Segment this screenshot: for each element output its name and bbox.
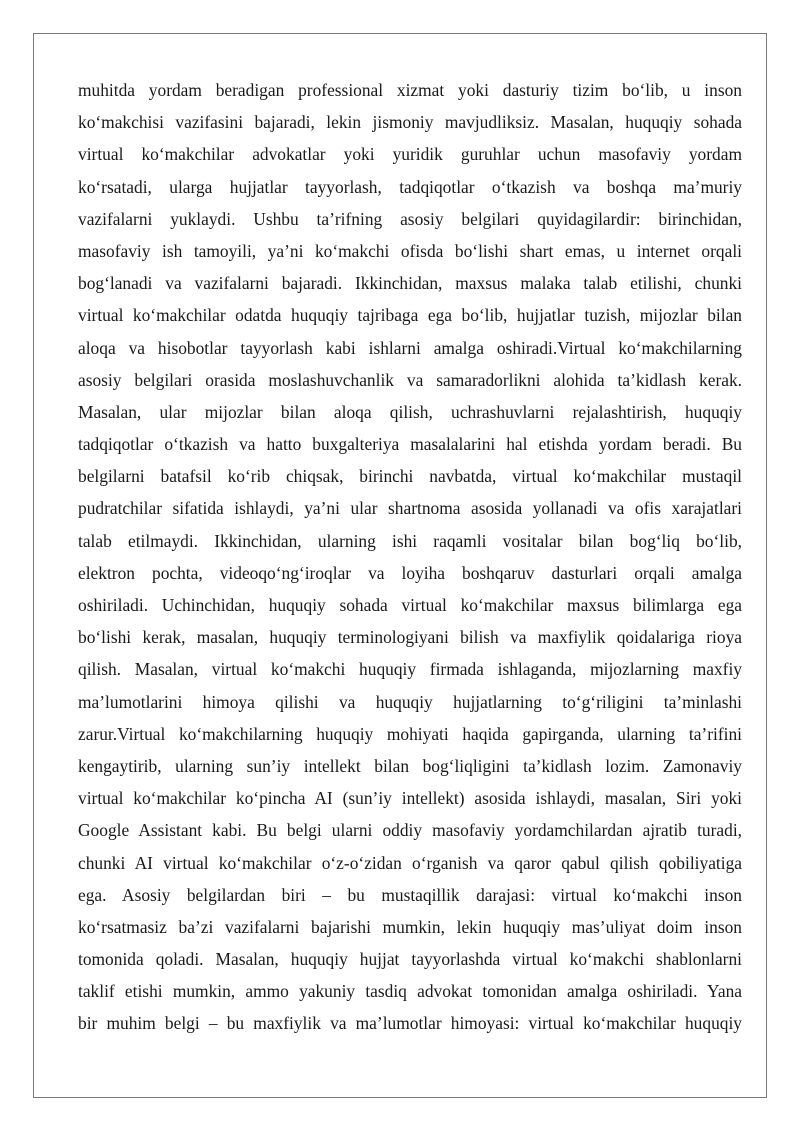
text-line: ega. Asosiy belgilardan biri – bu mustaqillik darajasi: virtual ko‘makchi inson	[78, 884, 742, 905]
text-line: qilish. Masalan, virtual ko‘makchi huquqiy firmada ishlaganda, mijozlarning maxfiy	[78, 659, 742, 680]
text-line: elektron pochta, videoqo‘ng‘iroqlar va loyiha boshqaruv dasturlari orqali amalga	[78, 562, 742, 583]
text-line: chunki AI virtual ko‘makchilar o‘z-o‘zidan o‘rganish va qaror qabul qilish qobiliyatiga	[78, 852, 742, 873]
text-line: aloqa va hisobotlar tayyorlash kabi ishlarni amalga oshiradi.Virtual ko‘makchilarning	[78, 337, 742, 358]
document-body	[78, 74, 742, 1040]
text-line: ko‘rsatmasiz ba’zi vazifalarni bajarishi mumkin, lekin huquqiy mas’uliyat doim inson	[78, 916, 742, 937]
text-line: ko‘rsatadi, ularga hujjatlar tayyorlash, tadqiqotlar o‘tkazish va boshqa ma’muriy	[78, 176, 742, 197]
text-line: vazifalarni yuklaydi. Ushbu ta’rifning asosiy belgilari quyidagilardir: birinchidan,	[78, 208, 742, 229]
text-line: ko‘makchisi vazifasini bajaradi, lekin jismoniy mavjudliksiz. Masalan, huquqiy sohada	[78, 112, 742, 133]
text-line: bog‘lanadi va vazifalarni bajaradi. Ikkinchidan, maxsus malaka talab etilishi, chunki	[78, 273, 742, 294]
text-line: tadqiqotlar o‘tkazish va hatto buxgalteriya masalalarini hal etishda yordam beradi. Bu	[78, 434, 742, 455]
text-line: Google Assistant kabi. Bu belgi ularni oddiy masofaviy yordamchilardan ajratib turadi,	[78, 820, 742, 841]
text-line: virtual ko‘makchilar ko‘pincha AI (sun’iy intellekt) asosida ishlaydi, masalan, Siri yoki	[78, 788, 742, 809]
text-line: pudratchilar sifatida ishlaydi, ya’ni ular shartnoma asosida yollanadi va ofis xarajatlari	[78, 498, 742, 519]
text-line: kengaytirib, ularning sun’iy intellekt bilan bog‘liqligini ta’kidlash lozim. Zamonaviy	[78, 755, 742, 776]
text-line: virtual ko‘makchilar odatda huquqiy tajribaga ega bo‘lib, hujjatlar tuzish, mijozlar bilan	[78, 305, 742, 326]
text-line: zarur.Virtual ko‘makchilarning huquqiy mohiyati haqida gapirganda, ularning ta’rifini	[78, 723, 742, 744]
text-line: asosiy belgilari orasida moslashuvchanlik va samaradorlikni alohida ta’kidlash kerak.	[78, 369, 742, 390]
text-line: ma’lumotlarini himoya qilishi va huquqiy hujjatlarning to‘g‘riligini ta’minlashi	[78, 691, 742, 712]
text-line: talab etilmaydi. Ikkinchidan, ularning ishi raqamli vositalar bilan bog‘liq bo‘lib,	[78, 530, 742, 551]
text-line: masofaviy ish tamoyili, ya’ni ko‘makchi ofisda bo‘lishi shart emas, u internet orqali	[78, 240, 742, 261]
text-line: muhitda yordam beradigan professional xizmat yoki dasturiy tizim bo‘lib, u inson	[78, 80, 742, 100]
text-line: belgilarni batafsil ko‘rib chiqsak, birinchi navbatda, virtual ko‘makchilar mustaqil	[78, 466, 742, 487]
text-line: bo‘lishi kerak, masalan, huquqiy terminologiyani bilish va maxfiylik qoidalariga rioya	[78, 627, 742, 648]
text-line: oshiriladi. Uchinchidan, huquqiy sohada virtual ko‘makchilar maxsus bilimlarga ega	[78, 595, 742, 615]
text-line: virtual ko‘makchilar advokatlar yoki yuridik guruhlar uchun masofaviy yordam	[78, 144, 742, 165]
text-line: bir muhim belgi – bu maxfiylik va ma’lumotlar himoyasi: virtual ko‘makchilar huquqiy	[78, 1013, 742, 1034]
text-line: taklif etishi mumkin, ammo yakuniy tasdiq advokat tomonidan amalga oshiriladi. Yana	[78, 981, 742, 1002]
text-line: tomonida qoladi. Masalan, huquqiy hujjat tayyorlashda virtual ko‘makchi shablonlarni	[78, 949, 742, 970]
text-line: Masalan, ular mijozlar bilan aloqa qilish, uchrashuvlarni rejalashtirish, huquqiy	[78, 401, 742, 422]
